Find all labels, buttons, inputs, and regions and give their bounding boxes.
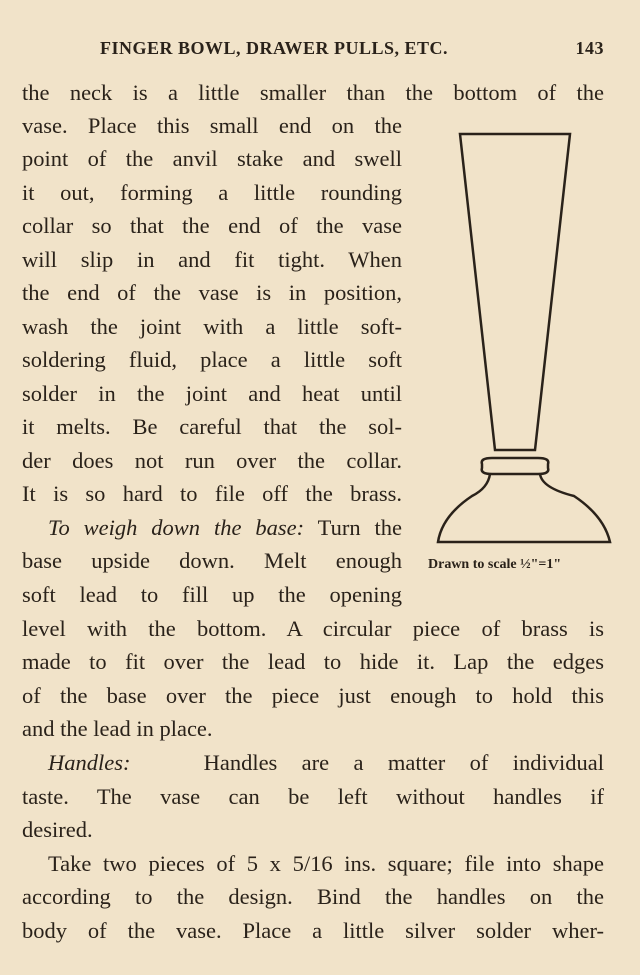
subheading-weigh-base: To weigh down the base: [48, 515, 305, 540]
vase-body-outline [460, 134, 570, 450]
text-line: It is so hard to file off the brass. [22, 481, 402, 506]
text-line: according to the design. Bind the handles on the [22, 884, 604, 909]
text-line: der does not run over the collar. [22, 448, 402, 473]
text-line: level with the bottom. A circular piece of brass is [22, 616, 604, 641]
vase-drawing [432, 128, 622, 578]
text-line: desired. [22, 817, 93, 842]
subheading-handles: Handles: [48, 750, 131, 775]
text-line: body of the vase. Place a little silver solder wher- [22, 918, 604, 943]
running-header [100, 38, 610, 64]
vase-base-outline [438, 474, 610, 542]
text-line: vase. Place this small end on the [22, 113, 402, 138]
text-line: solder in the joint and heat until [22, 381, 402, 406]
text-line: Take two pieces of 5 x 5/16 ins. square; file into shape [48, 851, 604, 876]
text-line: soft lead to fill up the opening [22, 582, 402, 607]
text-line: point of the anvil stake and swell [22, 146, 402, 171]
page-number: 143 [575, 38, 604, 58]
text-line: it melts. Be careful that the sol- [22, 414, 402, 439]
text-line: and the lead in place. [22, 716, 213, 741]
text-fragment: Turn the [317, 515, 402, 540]
subheading-line [22, 746, 604, 779]
chapter-title: FINGER BOWL, DRAWER PULLS, ETC. [100, 38, 449, 58]
text-line: soldering fluid, place a little soft [22, 347, 402, 372]
text-line: it out, forming a little rounding [22, 180, 402, 205]
text-line: the neck is a little smaller than the bottom of the [22, 80, 604, 105]
text-line: collar so that the end of the vase [22, 213, 402, 238]
subheading-line [22, 511, 402, 544]
vase-collar-outline [482, 458, 549, 474]
text-line: will slip in and fit tight. When [22, 247, 402, 272]
text-line: base upside down. Melt enough [22, 548, 402, 573]
figure-caption: Drawn to scale ½"=1" [428, 557, 562, 572]
text-line: the end of the vase is in position, [22, 280, 402, 305]
text-line: wash the joint with a little soft- [22, 314, 402, 339]
text-line: made to fit over the lead to hide it. Lap the edges [22, 649, 604, 674]
text-line: of the base over the piece just enough to hold this [22, 683, 604, 708]
text-line: taste. The vase can be left without handles if [22, 784, 604, 809]
text-fragment: Handles are a matter of individual [203, 750, 604, 775]
